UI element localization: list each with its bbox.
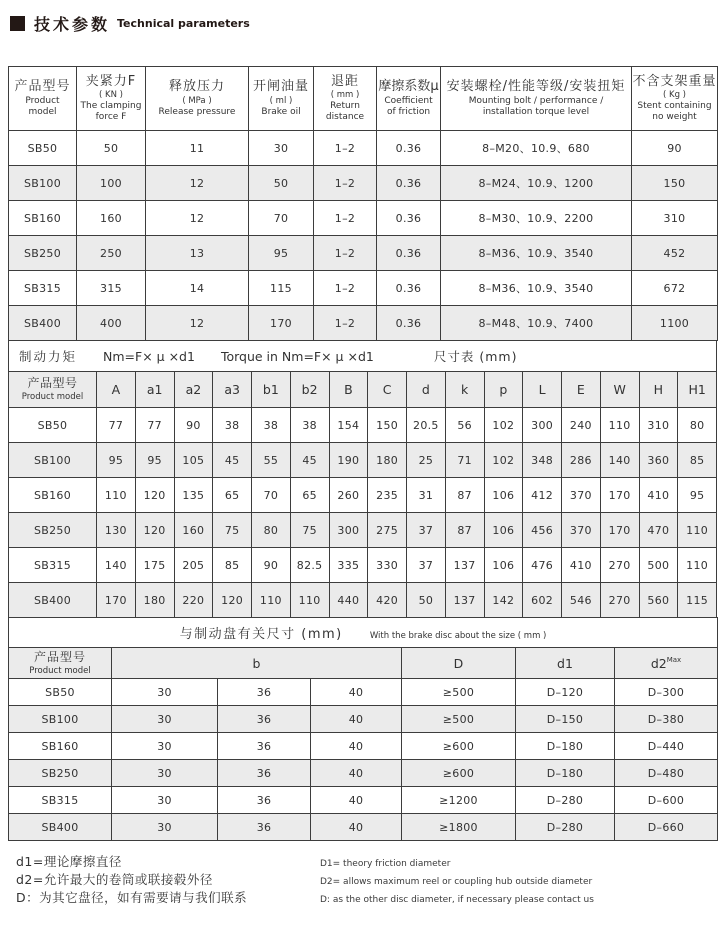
value-cell: 30 <box>112 787 218 814</box>
torque-formula: Nm=F× μ ×d1 <box>103 348 195 364</box>
value-cell: 110 <box>678 548 717 583</box>
product-model-cell: SB50 <box>9 131 77 166</box>
table-row <box>9 733 718 760</box>
dim-header-cell: H <box>639 372 678 408</box>
value-cell: 300 <box>523 408 562 443</box>
value-cell: 120 <box>135 478 174 513</box>
value-cell: 175 <box>135 548 174 583</box>
value-cell: 170 <box>600 478 639 513</box>
value-cell: 110 <box>97 478 136 513</box>
value-cell: 31 <box>407 478 446 513</box>
value-cell: ≥600 <box>402 733 516 760</box>
value-cell: 602 <box>523 583 562 618</box>
dim-header-cell: B <box>329 372 368 408</box>
table-row <box>9 548 717 583</box>
value-cell: 220 <box>174 583 213 618</box>
table-row <box>9 706 718 733</box>
value-cell: 412 <box>523 478 562 513</box>
value-cell: 560 <box>639 583 678 618</box>
value-cell: 330 <box>368 548 407 583</box>
table-row <box>9 408 717 443</box>
col-header-product-model: 产品型号 Product model <box>9 648 112 679</box>
value-cell: 38 <box>213 408 252 443</box>
page-title <box>0 0 725 33</box>
col-header-mounting-bolt: 安装螺栓/性能等级/安装扭矩 Mounting bolt / performance / installation torque level <box>441 67 632 131</box>
value-cell: 30 <box>249 131 314 166</box>
value-cell: 36 <box>218 814 311 841</box>
value-cell: 110 <box>252 583 291 618</box>
value-cell: 8–M24、10.9、1200 <box>441 166 632 201</box>
value-cell: 12 <box>146 306 249 341</box>
value-cell: 102 <box>484 443 523 478</box>
table3-body <box>9 679 718 841</box>
dim-header-cell: C <box>368 372 407 408</box>
value-cell: 40 <box>311 706 402 733</box>
value-cell: D–380 <box>615 706 718 733</box>
value-cell: ≥1200 <box>402 787 516 814</box>
dimensions-table <box>8 371 717 618</box>
table-row <box>9 760 718 787</box>
product-model-cell: SB400 <box>9 814 112 841</box>
value-cell: 8–M36、10.9、3540 <box>441 236 632 271</box>
value-cell: 190 <box>329 443 368 478</box>
footnote-d1 <box>16 852 717 870</box>
col-header-clamping-force: 夹紧力F ( KN ) The clamping force F <box>77 67 146 131</box>
value-cell: 50 <box>249 166 314 201</box>
dim-header-cell: p <box>484 372 523 408</box>
value-cell: 270 <box>600 548 639 583</box>
value-cell: 30 <box>112 760 218 787</box>
value-cell: 80 <box>252 513 291 548</box>
value-cell: 154 <box>329 408 368 443</box>
value-cell: 95 <box>135 443 174 478</box>
value-cell: 56 <box>445 408 484 443</box>
value-cell: D–600 <box>615 787 718 814</box>
product-model-cell: SB100 <box>9 706 112 733</box>
value-cell: 85 <box>678 443 717 478</box>
table-row <box>9 166 718 201</box>
product-model-cell: SB315 <box>9 271 77 306</box>
value-cell: 137 <box>445 583 484 618</box>
dim-header-cell: L <box>523 372 562 408</box>
value-cell: 0.36 <box>377 236 441 271</box>
value-cell: 105 <box>174 443 213 478</box>
col-header-product-model: 产品型号 Product model <box>9 67 77 131</box>
value-cell: D–480 <box>615 760 718 787</box>
value-cell: 102 <box>484 408 523 443</box>
footnotes <box>16 852 717 906</box>
value-cell: 1–2 <box>314 271 377 306</box>
table-row <box>9 814 718 841</box>
value-cell: 120 <box>135 513 174 548</box>
dim-header-cell: a3 <box>213 372 252 408</box>
table2-header-row <box>9 372 717 408</box>
value-cell: 90 <box>174 408 213 443</box>
value-cell: 30 <box>112 679 218 706</box>
value-cell: 38 <box>290 408 329 443</box>
value-cell: 400 <box>77 306 146 341</box>
dim-header-cell: A <box>97 372 136 408</box>
dim-header-cell: b2 <box>290 372 329 408</box>
dim-header-cell: a1 <box>135 372 174 408</box>
col-header-brake-oil: 开闸油量 ( ml ) Brake oil <box>249 67 314 131</box>
value-cell: 160 <box>77 201 146 236</box>
value-cell: 85 <box>213 548 252 583</box>
product-model-cell: SB250 <box>9 236 77 271</box>
value-cell: 110 <box>290 583 329 618</box>
value-cell: 137 <box>445 548 484 583</box>
value-cell: 50 <box>77 131 146 166</box>
dim-header-cell: H1 <box>678 372 717 408</box>
value-cell: 360 <box>639 443 678 478</box>
product-model-cell: SB315 <box>9 787 112 814</box>
value-cell: 0.36 <box>377 166 441 201</box>
value-cell: 1–2 <box>314 201 377 236</box>
value-cell: 106 <box>484 478 523 513</box>
footnote-d1-cn: d1=理论摩擦直径 <box>16 854 122 869</box>
page-title-en: Technical parameters <box>117 16 250 30</box>
value-cell: 150 <box>632 166 718 201</box>
value-cell: ≥1800 <box>402 814 516 841</box>
value-cell: 456 <box>523 513 562 548</box>
value-cell: 235 <box>368 478 407 513</box>
value-cell: 55 <box>252 443 291 478</box>
value-cell: 420 <box>368 583 407 618</box>
value-cell: 95 <box>97 443 136 478</box>
value-cell: 40 <box>311 787 402 814</box>
value-cell: 270 <box>600 583 639 618</box>
value-cell: 71 <box>445 443 484 478</box>
value-cell: 11 <box>146 131 249 166</box>
product-model-cell: SB100 <box>9 166 77 201</box>
section-title-en: With the brake disc about the size ( mm ) <box>369 631 547 641</box>
value-cell: 370 <box>562 513 601 548</box>
value-cell: 1100 <box>632 306 718 341</box>
col-header-D: D <box>402 648 516 679</box>
value-cell: 140 <box>600 443 639 478</box>
footnote-D-en: D: as the other disc diameter, if necessary please contact us <box>320 895 594 905</box>
value-cell: 135 <box>174 478 213 513</box>
table1-body <box>9 131 718 341</box>
table-row <box>9 271 718 306</box>
col-header-b: b <box>112 648 402 679</box>
table1-header-row <box>9 67 718 131</box>
value-cell: 50 <box>407 583 446 618</box>
value-cell: ≥600 <box>402 760 516 787</box>
value-cell: 0.36 <box>377 271 441 306</box>
value-cell: 160 <box>174 513 213 548</box>
value-cell: 65 <box>213 478 252 513</box>
value-cell: 37 <box>407 548 446 583</box>
value-cell: 335 <box>329 548 368 583</box>
section-title-cn: 与制动盘有关尺寸 (mm) <box>179 627 343 642</box>
footnote-d2-en: D2= allows maximum reel or coupling hub outside diameter <box>320 877 593 887</box>
torque-label: 制动力矩 <box>19 349 78 364</box>
value-cell: 82.5 <box>290 548 329 583</box>
value-cell: 37 <box>407 513 446 548</box>
value-cell: 150 <box>368 408 407 443</box>
value-cell: 142 <box>484 583 523 618</box>
value-cell: 110 <box>678 513 717 548</box>
table-row <box>9 236 718 271</box>
value-cell: 205 <box>174 548 213 583</box>
value-cell: 1–2 <box>314 306 377 341</box>
product-model-cell: SB400 <box>9 306 77 341</box>
value-cell: D–440 <box>615 733 718 760</box>
value-cell: 180 <box>135 583 174 618</box>
value-cell: 0.36 <box>377 201 441 236</box>
value-cell: 476 <box>523 548 562 583</box>
table2-body <box>9 408 717 618</box>
table-row <box>9 201 718 236</box>
value-cell: 12 <box>146 201 249 236</box>
value-cell: 45 <box>213 443 252 478</box>
table-row <box>9 583 717 618</box>
value-cell: 120 <box>213 583 252 618</box>
value-cell: 75 <box>290 513 329 548</box>
value-cell: 65 <box>290 478 329 513</box>
product-model-cell: SB250 <box>9 760 112 787</box>
footnote-D <box>16 888 717 906</box>
value-cell: 310 <box>639 408 678 443</box>
product-model-cell: SB250 <box>9 513 97 548</box>
value-cell: 348 <box>523 443 562 478</box>
value-cell: 90 <box>252 548 291 583</box>
value-cell: 87 <box>445 478 484 513</box>
product-model-cell: SB160 <box>9 733 112 760</box>
value-cell: 36 <box>218 706 311 733</box>
product-model-cell: SB315 <box>9 548 97 583</box>
footnote-d1-en: D1= theory friction diameter <box>320 859 451 869</box>
size-table-label: 尺寸表 (mm) <box>433 349 518 364</box>
value-cell: 90 <box>632 131 718 166</box>
value-cell: 170 <box>249 306 314 341</box>
product-model-cell: SB400 <box>9 583 97 618</box>
table3-title-row <box>9 618 718 648</box>
torque-formula-en: Torque in Nm=F× μ ×d1 <box>220 348 374 364</box>
value-cell: D–660 <box>615 814 718 841</box>
value-cell: 130 <box>97 513 136 548</box>
value-cell: 315 <box>77 271 146 306</box>
value-cell: 180 <box>368 443 407 478</box>
value-cell: 115 <box>678 583 717 618</box>
col-header-product-model: 产品型号 Product model <box>9 372 97 408</box>
value-cell: 87 <box>445 513 484 548</box>
dim-header-cell: E <box>562 372 601 408</box>
value-cell: 260 <box>329 478 368 513</box>
value-cell: 8–M36、10.9、3540 <box>441 271 632 306</box>
value-cell: 275 <box>368 513 407 548</box>
value-cell: ≥500 <box>402 679 516 706</box>
table-row <box>9 306 718 341</box>
value-cell: 77 <box>97 408 136 443</box>
value-cell: 410 <box>639 478 678 513</box>
dim-header-cell: d <box>407 372 446 408</box>
value-cell: 440 <box>329 583 368 618</box>
col-header-release-pressure: 释放压力 ( MPa ) Release pressure <box>146 67 249 131</box>
value-cell: D–280 <box>516 814 615 841</box>
value-cell: 286 <box>562 443 601 478</box>
value-cell: 40 <box>311 760 402 787</box>
footnote-D-cn: D：为其它盘径，如有需要请与我们联系 <box>16 890 248 905</box>
table3-header-row <box>9 648 718 679</box>
value-cell: 106 <box>484 513 523 548</box>
footnote-d2-cn: d2=允许最大的卷筒或联接毂外径 <box>16 872 213 887</box>
col-header-friction-coefficient: 摩擦系数μ Coefficient of friction <box>377 67 441 131</box>
tables-block <box>8 66 717 841</box>
value-cell: 0.36 <box>377 131 441 166</box>
value-cell: 170 <box>600 513 639 548</box>
value-cell: 40 <box>311 733 402 760</box>
value-cell: 140 <box>97 548 136 583</box>
col-header-d2-max: $d2^{Max}$ <box>615 648 718 679</box>
value-cell: 30 <box>112 706 218 733</box>
value-cell: 40 <box>311 679 402 706</box>
product-model-cell: SB160 <box>9 478 97 513</box>
value-cell: 80 <box>678 408 717 443</box>
dim-header-cell: W <box>600 372 639 408</box>
value-cell: 110 <box>600 408 639 443</box>
value-cell: 95 <box>249 236 314 271</box>
value-cell: 100 <box>77 166 146 201</box>
torque-formula-row <box>8 341 717 371</box>
value-cell: D–300 <box>615 679 718 706</box>
dim-header-cell: k <box>445 372 484 408</box>
title-square-icon <box>10 16 25 31</box>
footnote-d2 <box>16 870 717 888</box>
value-cell: 30 <box>112 733 218 760</box>
value-cell: ≥500 <box>402 706 516 733</box>
dim-header-cell: a2 <box>174 372 213 408</box>
value-cell: 70 <box>249 201 314 236</box>
value-cell: 250 <box>77 236 146 271</box>
brake-disc-size-table <box>8 617 718 841</box>
value-cell: 70 <box>252 478 291 513</box>
col-header-d1: d1 <box>516 648 615 679</box>
value-cell: 470 <box>639 513 678 548</box>
page-title-cn: 技术参数 <box>34 14 111 34</box>
value-cell: 95 <box>678 478 717 513</box>
value-cell: 300 <box>329 513 368 548</box>
value-cell: 370 <box>562 478 601 513</box>
value-cell: 75 <box>213 513 252 548</box>
value-cell: 452 <box>632 236 718 271</box>
value-cell: 36 <box>218 679 311 706</box>
value-cell: 170 <box>97 583 136 618</box>
value-cell: 36 <box>218 733 311 760</box>
value-cell: 25 <box>407 443 446 478</box>
value-cell: 8–M30、10.9、2200 <box>441 201 632 236</box>
table-row <box>9 679 718 706</box>
product-model-cell: SB100 <box>9 443 97 478</box>
value-cell: 36 <box>218 760 311 787</box>
col-header-weight: 不含支架重量 ( Kg ) Stent containing no weight <box>632 67 718 131</box>
value-cell: 0.36 <box>377 306 441 341</box>
col-header-return-distance: 退距 ( mm ) Return distance <box>314 67 377 131</box>
value-cell: 672 <box>632 271 718 306</box>
value-cell: 36 <box>218 787 311 814</box>
technical-parameters-table <box>8 66 718 341</box>
product-model-cell: SB50 <box>9 679 112 706</box>
value-cell: 45 <box>290 443 329 478</box>
value-cell: 13 <box>146 236 249 271</box>
value-cell: 1–2 <box>314 131 377 166</box>
table3-section-title <box>9 618 718 648</box>
value-cell: 14 <box>146 271 249 306</box>
value-cell: D–180 <box>516 760 615 787</box>
value-cell: 106 <box>484 548 523 583</box>
table-row <box>9 443 717 478</box>
value-cell: 30 <box>112 814 218 841</box>
value-cell: 12 <box>146 166 249 201</box>
value-cell: 40 <box>311 814 402 841</box>
value-cell: 500 <box>639 548 678 583</box>
table-row <box>9 131 718 166</box>
value-cell: 546 <box>562 583 601 618</box>
table-row <box>9 513 717 548</box>
value-cell: 1–2 <box>314 236 377 271</box>
value-cell: 38 <box>252 408 291 443</box>
value-cell: 20.5 <box>407 408 446 443</box>
value-cell: D–120 <box>516 679 615 706</box>
table-row <box>9 478 717 513</box>
value-cell: D–150 <box>516 706 615 733</box>
value-cell: 8–M20、10.9、680 <box>441 131 632 166</box>
dim-header-cell: b1 <box>252 372 291 408</box>
table-row <box>9 787 718 814</box>
value-cell: 310 <box>632 201 718 236</box>
value-cell: 410 <box>562 548 601 583</box>
value-cell: 1–2 <box>314 166 377 201</box>
value-cell: D–280 <box>516 787 615 814</box>
product-model-cell: SB160 <box>9 201 77 236</box>
value-cell: 8–M48、10.9、7400 <box>441 306 632 341</box>
value-cell: D–180 <box>516 733 615 760</box>
value-cell: 240 <box>562 408 601 443</box>
value-cell: 77 <box>135 408 174 443</box>
product-model-cell: SB50 <box>9 408 97 443</box>
value-cell: 115 <box>249 271 314 306</box>
